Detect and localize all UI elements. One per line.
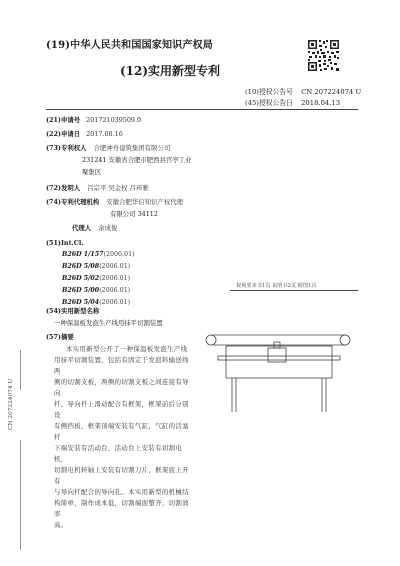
ipc-entry (62, 299, 130, 306)
application-number-value: 201721039509.0 (86, 116, 142, 124)
ipc-code: B26D 1/157 (62, 251, 104, 258)
patentee (46, 143, 170, 152)
abstract-line: 高。 (54, 521, 68, 529)
left-roller (206, 335, 216, 345)
ipc-code: B26D 5/00 (62, 287, 100, 294)
agency-label: (74)专利代理机构 (46, 198, 100, 206)
application-date (46, 129, 123, 138)
application-date-label: (22)申请日 (46, 130, 81, 138)
abstract-line: 本实用新型公开了一种保温板发泡生产线 (66, 345, 188, 353)
abstract-line: 杆，导向杆上滑动配合有框架，框架前后分别设 (54, 400, 189, 419)
abstract-label: (57)摘要 (46, 333, 74, 341)
page-count-note: 权利要求书1页 说明书2页 附图1页 (236, 283, 317, 289)
abstract-line: 与导向杆配合的导向孔。本实用新型的机械结 (54, 488, 189, 496)
ipc-date: (2006.01) (99, 287, 131, 294)
ipc-code: B26D 5/08 (62, 263, 100, 270)
publication-date-value: 2018.04.13 (301, 99, 341, 107)
document-type: (12)实用新型专利 (120, 64, 221, 78)
ipc-date: (2006.01) (99, 263, 131, 270)
ipc-code: B26D 5/04 (62, 299, 100, 306)
office-name: (19)中华人民共和国国家知识产权局 (46, 40, 213, 51)
patentee-label: (73)专利权人 (46, 144, 87, 152)
publication-number-value: CN 207224074 U (301, 88, 362, 96)
publication-date (245, 97, 340, 107)
patent-agency (46, 197, 183, 206)
patentee-value: 合肥神舟建筑集团有限公司 (93, 144, 171, 152)
ipc-date: (2006.01) (103, 251, 135, 258)
abstract-line: 侧的切割支板，两侧的切割支板之间连接有导向 (54, 378, 189, 397)
application-number (46, 115, 141, 124)
abstract-line: 下端安装有活动台，活动台上安装有切割电机， (54, 444, 183, 463)
agent (72, 223, 117, 232)
address-line-2: 聚集区 (82, 168, 102, 176)
publication-date-label: (45)授权公告日 (245, 99, 293, 107)
application-date-value: 2017.08.16 (86, 130, 123, 138)
agency-value-line-1: 安徽合肥华信知识产权代理 (106, 198, 184, 206)
abstract-line: 有侧挡板，框架顶端安装有气缸，气缸的活塞杆 (54, 422, 189, 441)
abstract-line: 构简单，制作成本低，切割端面整齐，切割效率 (54, 499, 189, 518)
agent-value: 余成俊 (98, 224, 118, 232)
apparatus-drawing (198, 318, 358, 414)
left-edge-line-bottom (20, 440, 21, 550)
page-count-divider (230, 290, 358, 291)
ipc-entry (62, 275, 130, 282)
ipc-date: (2006.01) (99, 299, 131, 306)
ipc-entry (62, 251, 135, 258)
header-divider (46, 109, 358, 110)
ipc-entry (62, 287, 130, 294)
inventors-label: (72)发明人 (46, 184, 81, 192)
left-edge-line-top (20, 350, 21, 390)
guide-rail (218, 356, 340, 360)
publication-number (245, 86, 361, 96)
application-number-label: (21)申请号 (46, 116, 81, 124)
inventors-value: 吕宗平 吴金权 吕环雅 (87, 184, 149, 192)
right-roller (340, 335, 350, 345)
utility-model-title: 一种保温板发泡生产线用抹平切割装置 (54, 319, 163, 327)
ipc-entry (62, 263, 130, 270)
abstract-line: 用抹平切割装置，包括有固定于发泡料输送线两 (54, 356, 189, 375)
inventors (46, 183, 149, 192)
qr-code-icon (307, 39, 340, 72)
int-cl-label: (51)Int.Cl. (46, 239, 84, 247)
agency-value-line-2: 有限公司 34112 (110, 210, 158, 218)
ipc-date: (2006.01) (99, 275, 131, 282)
abstract-text (54, 344, 192, 531)
agent-label: 代理人 (72, 224, 92, 232)
publication-number-label: (10)授权公告号 (245, 88, 293, 96)
abstract-line: 切割电机转轴上安装有切割刀片，框架底上开有 (54, 466, 189, 485)
title-section-label: (54)实用新型名称 (46, 307, 100, 315)
vertical-publication-id: CN 207224074 U (8, 378, 14, 430)
address-line-1: 231241 安徽省合肥市肥西县官亭工业 (82, 156, 192, 164)
ipc-code: B26D 5/02 (62, 275, 100, 282)
